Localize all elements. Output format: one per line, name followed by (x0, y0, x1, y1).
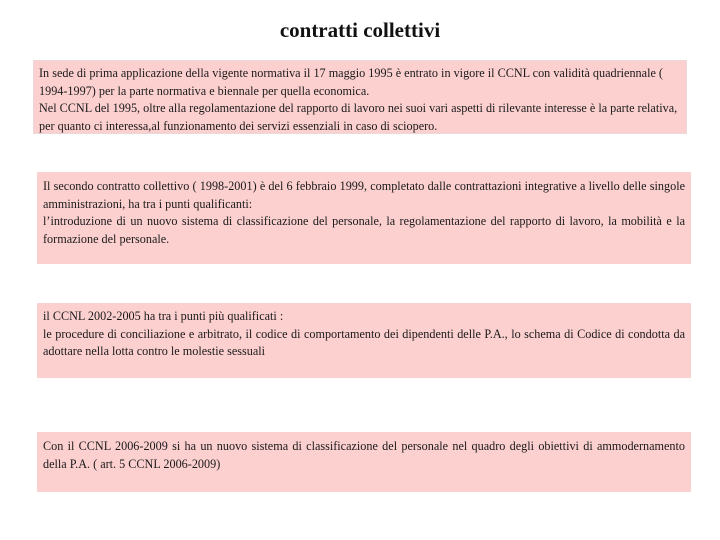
text-box-ccnl-1995 (33, 60, 687, 134)
paragraph-ccnl-1995-entry: In sede di prima applicazione della vigente normativa il 17 maggio 1995 è entrato in vigore il CCNL con validità quadriennale ( 1994-1997) per la parte normativa e biennale per quella economica. (39, 66, 663, 98)
text-box-ccnl-2002-2005 (37, 303, 691, 378)
paragraph-ccnl-2002-points: le procedure di conciliazione e arbitrato, il codice di comportamento dei dipendenti delle P.A., lo schema di Codice di condotta da adottare nella lotta contro le molestie sessuali (43, 326, 685, 358)
paragraph-ccnl-2006: Con il CCNL 2006-2009 si ha un nuovo sistema di classificazione del personale nel quadro degli obiettivi di ammodernamento della P.A. ( art. 5 CCNL 2006-2009) (43, 439, 685, 471)
paragraph-ccnl-2002-intro: il CCNL 2002-2005 ha tra i punti più qualificati : (43, 309, 284, 323)
text-box-ccnl-2006-2009 (37, 432, 691, 492)
paragraph-ccnl-1998-intro: Il secondo contratto collettivo ( 1998-2001) è del 6 febbraio 1999, completato dalle contrattazioni integrative a livello delle singole amministrazioni, ha tra i punti qualificanti: (43, 179, 685, 211)
page-title: contratti collettivi (279, 18, 441, 42)
paragraph-ccnl-1998-points: l’introduzione di un nuovo sistema di classificazione del personale, la regolamentazione del rapporto di lavoro, la mobilità e la formazione del personale. (43, 214, 685, 246)
paragraph-ccnl-1995-content: Nel CCNL del 1995, oltre alla regolamentazione del rapporto di lavoro nei suoi vari aspetti di rilevante interesse è la parte relativa, per quanto ci interessa,al funzionamento dei servizi essenziali in caso di sciopero. (39, 101, 678, 133)
text-box-ccnl-1998-2001 (37, 172, 691, 264)
